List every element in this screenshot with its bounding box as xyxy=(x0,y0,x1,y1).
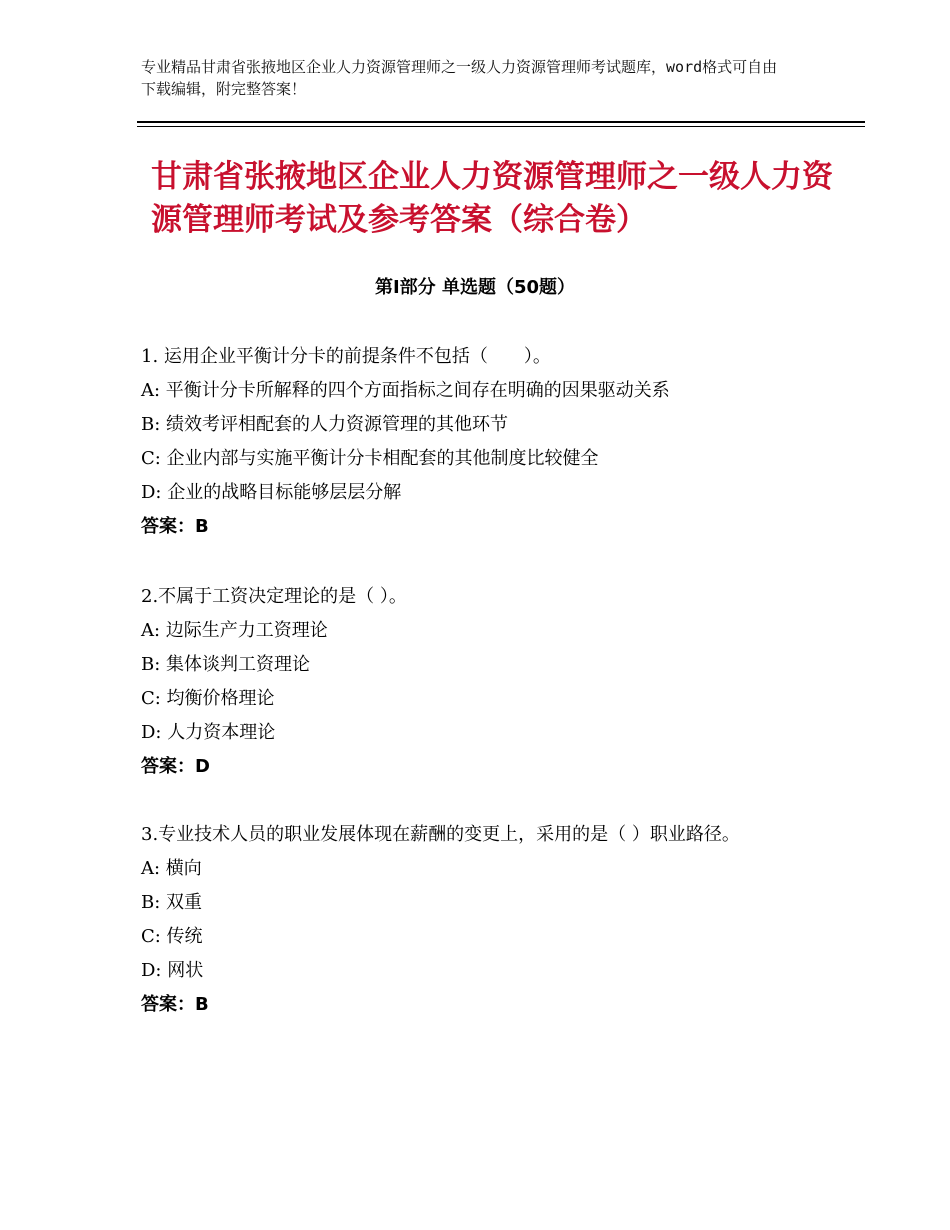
answer: 答案：B xyxy=(141,516,209,537)
question-stem: 3.专业技术人员的职业发展体现在薪酬的变更上，采用的是（ ）职业路径。 xyxy=(141,824,740,845)
question-1 xyxy=(141,340,821,544)
answer: 答案：D xyxy=(141,756,210,777)
option-a: A: 边际生产力工资理论 xyxy=(141,620,328,641)
option-d: D: 人力资本理论 xyxy=(141,722,276,743)
section-title: 第Ⅰ部分 单选题（50题） xyxy=(374,277,575,298)
question-stem: 2.不属于工资决定理论的是（ ）。 xyxy=(141,586,407,607)
option-b: B: 集体谈判工资理论 xyxy=(141,654,311,675)
answer: 答案：B xyxy=(141,994,209,1015)
option-c: C: 均衡价格理论 xyxy=(141,688,275,709)
question-2 xyxy=(141,580,821,784)
option-b: B: 双重 xyxy=(141,892,203,913)
question-3 xyxy=(141,818,821,1022)
option-d: D: 网状 xyxy=(141,960,204,981)
option-d: D: 企业的战略目标能够层层分解 xyxy=(141,482,402,503)
option-b: B: 绩效考评相配套的人力资源管理的其他环节 xyxy=(141,414,509,435)
option-c: C: 传统 xyxy=(141,926,203,947)
option-c: C: 企业内部与实施平衡计分卡相配套的其他制度比较健全 xyxy=(141,448,599,469)
header-divider-thin xyxy=(137,126,865,127)
document-title: 甘肃省张掖地区企业人力资源管理师之一级人力资源管理师考试及参考答案（综合卷） xyxy=(151,159,833,238)
header-note: 专业精品甘肃省张掖地区企业人力资源管理师之一级人力资源管理师考试题库，word格式可自由下载编辑，附完整答案！ xyxy=(141,58,778,98)
option-a: A: 平衡计分卡所解释的四个方面指标之间存在明确的因果驱动关系 xyxy=(141,380,670,401)
question-stem: 1. 运用企业平衡计分卡的前提条件不包括（ ）。 xyxy=(141,346,551,367)
header-divider-thick xyxy=(137,121,865,123)
option-a: A: 横向 xyxy=(141,858,202,879)
